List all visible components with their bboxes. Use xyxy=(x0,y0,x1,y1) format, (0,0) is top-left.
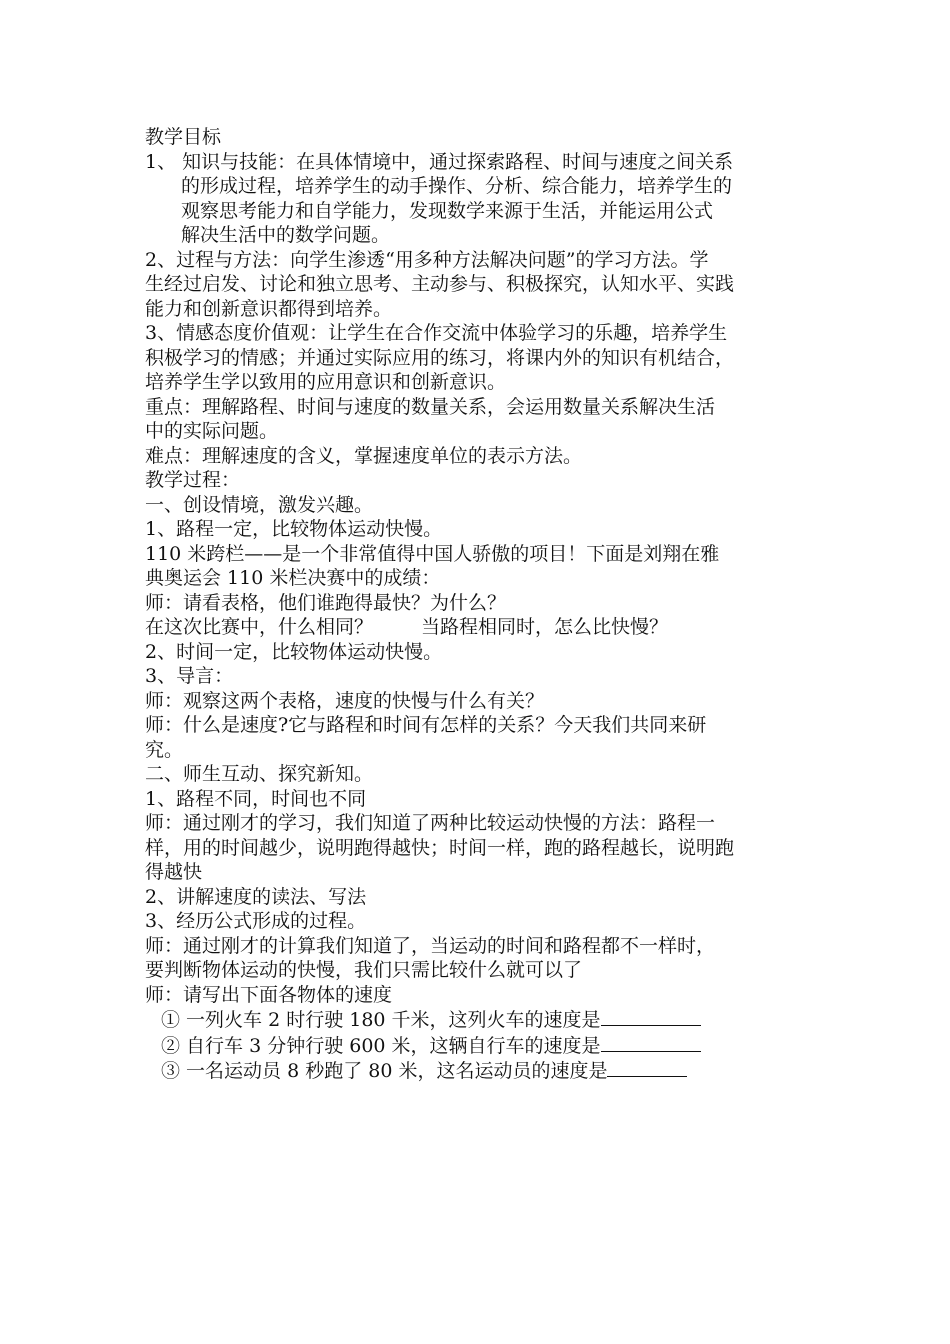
difficult-point: 难点：理解速度的含义，掌握速度单位的表示方法。 xyxy=(145,444,583,467)
teacher-write-speed: 师：请写出下面各物体的速度 xyxy=(145,983,393,1006)
key-point-line1: 重点：理解路程、时间与速度的数量关系，会运用数量关系解决生活 xyxy=(145,395,716,418)
goal2-line1: 2、过程与方法：向学生渗透“用多种方法解决问题”的学习方法。学 xyxy=(145,248,709,271)
goal3-line1: 3、情感态度价值观：让学生在合作交流中体验学习的乐趣，培养学生 xyxy=(145,322,728,344)
exercise-2-blank xyxy=(601,1033,701,1052)
section2-heading: 二、师生互动、探究新知。 xyxy=(145,763,374,785)
key-point-line2: 中的实际问题。 xyxy=(145,420,279,442)
hurdle-line2: 典奥运会 110 米栏决赛中的成绩： xyxy=(145,567,441,589)
goal2-line2: 生经过启发、讨论和独立思考、主动参与、积极探究，认知水平、实践 xyxy=(145,273,735,295)
exercise-1-text: ① 一列火车 2 时行驶 180 千米，这列火车的速度是 xyxy=(161,1009,601,1031)
section1-heading: 一、创设情境，激发兴趣。 xyxy=(145,493,374,516)
section2-item1: 1、路程不同，时间也不同 xyxy=(145,787,367,810)
exercise-2-text: ② 自行车 3 分钟行驶 600 米，这辆自行车的速度是 xyxy=(161,1034,601,1057)
question-fastest: 师：请看表格，他们谁跑得最快？为什么？ xyxy=(145,591,507,614)
question-same-row xyxy=(145,615,825,640)
exercise-3-blank xyxy=(607,1058,687,1077)
exercise-1-blank xyxy=(601,1007,701,1026)
goal1-line1: 1、 知识与技能：在具体情境中，通过探索路程、时间与速度之间关系 xyxy=(145,150,734,173)
section1-item1: 1、路程一定，比较物体运动快慢。 xyxy=(145,518,443,540)
goal1-line4: 解决生活中的数学问题。 xyxy=(181,224,391,246)
exercise-2 xyxy=(145,1033,825,1059)
question-speed-line2: 究。 xyxy=(145,738,184,761)
question-speed-line1: 师：什么是速度?它与路程和时间有怎样的关系？今天我们共同来研 xyxy=(145,714,707,736)
hurdle-line1: 110 米跨栏——是一个非常值得中国人骄傲的项目！下面是刘翔在雅 xyxy=(145,542,720,565)
section1-item3: 3、导言： xyxy=(145,665,234,687)
exercise-3-text: ③ 一名运动员 8 秒跑了 80 米，这名运动员的速度是 xyxy=(161,1060,608,1082)
section1-item2: 2、时间一定，比较物体运动快慢。 xyxy=(145,640,443,663)
teacher-summary-line1: 师：通过刚才的学习，我们知道了两种比较运动快慢的方法：路程一 xyxy=(145,812,716,834)
section2-item3: 3、经历公式形成的过程。 xyxy=(145,910,367,932)
goal1-line2: 的形成过程，培养学生的动手操作、分析、综合能力，培养学生的 xyxy=(181,175,733,197)
teacher-calc-line1: 师：通过刚才的计算我们知道了，当运动的时间和路程都不一样时， xyxy=(145,934,716,957)
teacher-calc-line2: 要判断物体运动的快慢，我们只需比较什么就可以了 xyxy=(145,959,583,981)
question-compare-speed: 当路程相同时，怎么比快慢？ xyxy=(421,616,669,638)
doc-title: 教学目标 xyxy=(145,126,222,148)
goal2-line3: 能力和创新意识都得到培养。 xyxy=(145,297,393,320)
goal3-line2: 积极学习的情感；并通过实际应用的练习，将课内外的知识有机结合， xyxy=(145,346,735,369)
goal3-line3: 培养学生学以致用的应用意识和创新意识。 xyxy=(145,371,507,393)
goal1-line3: 观察思考能力和自学能力，发现数学来源于生活，并能运用公式 xyxy=(181,199,714,222)
process-title: 教学过程： xyxy=(145,469,241,491)
question-what-same: 在这次比赛中，什么相同？ xyxy=(145,616,374,638)
exercise-3 xyxy=(145,1058,825,1084)
document-body xyxy=(145,125,825,1084)
question-observe: 师：观察这两个表格，速度的快慢与什么有关？ xyxy=(145,689,545,712)
exercise-1 xyxy=(145,1007,825,1033)
teacher-summary-line2: 样，用的时间越少，说明跑得越快；时间一样，跑的路程越长，说明跑 xyxy=(145,836,735,859)
teacher-summary-line3: 得越快 xyxy=(145,861,203,883)
section2-item2: 2、讲解速度的读法、写法 xyxy=(145,885,367,908)
